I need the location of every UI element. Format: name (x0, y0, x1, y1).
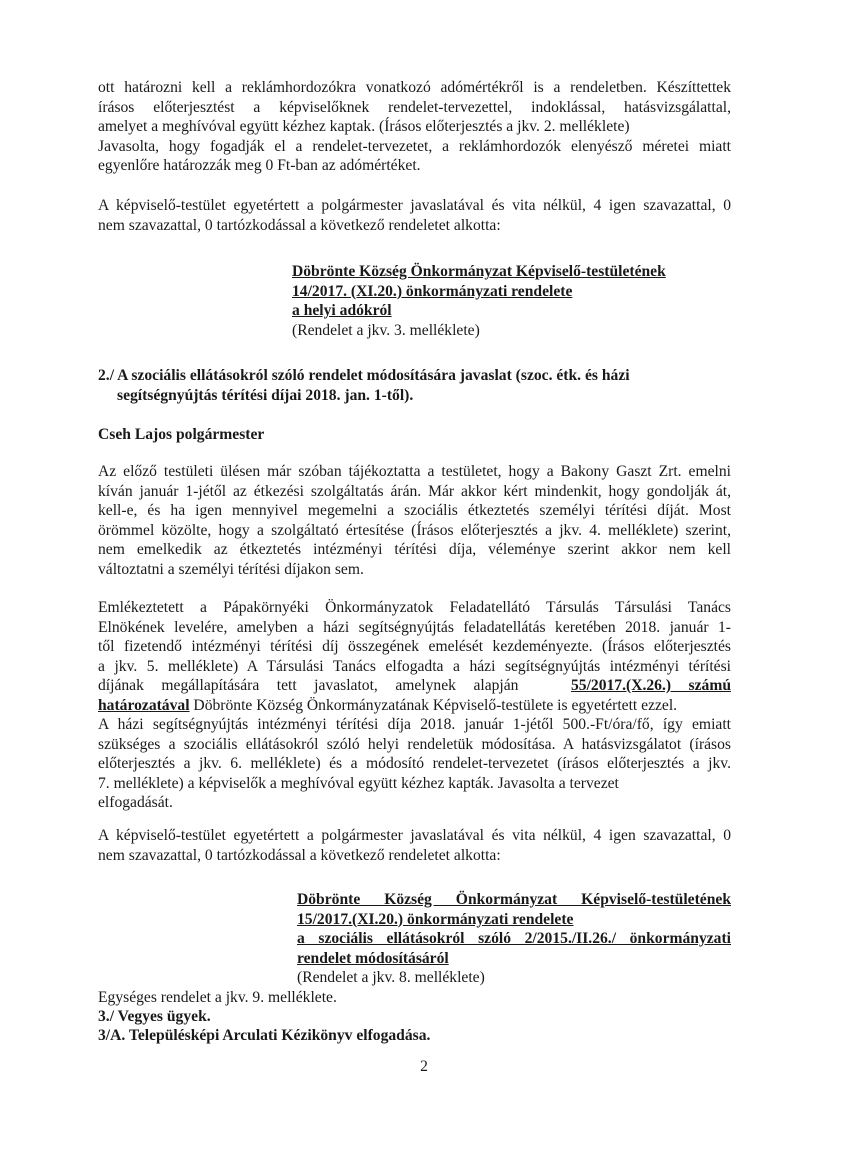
text-line: a jkv. 5. melléklete) A Társulási Tanács elfogadta a házi segítségnyújtás intézményi térítési (98, 657, 731, 675)
text-fragment: Döbrönte Község Önkormányzatának Képviselő-testülete is egyetértett ezzel. (189, 696, 678, 714)
text-line (98, 696, 731, 716)
text-fragment: díjának megállapítására tett javaslatot, amelynek alapján (98, 677, 519, 694)
paragraph-home-care (98, 598, 731, 813)
text-line (98, 676, 731, 696)
text-line: A képviselő-testület egyetértett a polgármester javaslatával és vita nélkül, 4 igen szavazattal, 0 (98, 197, 731, 214)
vote-paragraph-1 (98, 196, 731, 235)
decree-issuer: Döbrönte Község Önkormányzat Képviselő-testületének (292, 263, 666, 280)
text-line: egyenlőre határozzák meg 0 Ft-ban az adómértéket. (98, 157, 421, 174)
paragraph-meal-service (98, 462, 731, 579)
decree-title-2 (297, 890, 731, 988)
text-line: A képviselő-testület egyetértett a polgármester javaslatával és vita nélkül, 4 igen szavazattal, 0 (98, 827, 731, 844)
speaker-label: Cseh Lajos polgármester (98, 426, 265, 443)
text-line: Emlékeztetett a Pápakörnyéki Önkormányzatok Feladatellátó Társulás Társulási Tanács (98, 599, 731, 616)
page-number: 2 (420, 1058, 428, 1075)
speaker-name (98, 425, 731, 445)
resolution-reference: 55/2017.(X.26.) számú (570, 677, 731, 694)
decree-subject: a szociális ellátásokról szóló 2/2015./II.26./ önkormányzati (297, 930, 731, 947)
decree-subject-cont: rendelet módosításáról (297, 949, 449, 967)
text-line: szükséges a szociális ellátásokról szóló helyi rendeletük módosítása. A hatásvizsgálatot (írásos (98, 735, 731, 753)
text-line: től fizetendő intézményi térítési díj összegének emelését kezdeményezte. (Írásos előterjesztés (98, 638, 731, 655)
section-2-heading (98, 366, 731, 405)
decree-number: 14/2017. (XI.20.) önkormányzati rendelete (292, 282, 573, 300)
text-line: előterjesztés a jkv. 6. melléklete) és a módosító rendelet-tervezetet (írásos előterjesztés a jkv. (98, 755, 731, 772)
section-heading-line: 3/A. Településképi Arculati Kézikönyv elfogadása. (98, 1027, 431, 1044)
vote-paragraph-2 (98, 826, 731, 865)
text-line: amelyet a meghívóval együtt kézhez kaptak. (Írásos előterjesztés a jkv. 2. melléklete) (98, 118, 630, 135)
section-heading-line: 2./ A szociális ellátásokról szóló rendelet módosítására javaslat (szoc. étk. és házi (98, 367, 630, 384)
text-line: nem emelkedik az étkeztetés intézményi térítési díja, véleménye szerint akkor nem kell (98, 541, 731, 558)
text-line: elfogadását. (98, 794, 173, 811)
decree-issuer: Döbrönte Község Önkormányzat Képviselő-testületének (297, 891, 731, 908)
decree-subject: a helyi adókról (292, 302, 392, 319)
text-line: változtatni a személyi térítési díjakon sem. (98, 560, 364, 578)
text-line: 7. melléklete) a képviselők a meghívóval együtt kézhez kapták. Javasolta a tervezet (98, 774, 619, 792)
text-line: nem szavazattal, 0 tartózkodással a következő rendeletet alkotta: (98, 216, 501, 234)
section-3a-heading (98, 1026, 731, 1046)
text-line: Az előző testületi ülésen már szóban tájékoztatta a testületet, hogy a Bakony Gaszt Zrt. emelni (98, 463, 731, 480)
text-line: írásos előterjesztést a képviselőknek rendelet-tervezettel, indoklással, hatásvizsgálattal, (98, 98, 731, 116)
text-line: örömmel közölte, hogy a szolgáltató értesítése (Írásos előterjesztés a jkv. 4. melléklete) szerint, (98, 521, 731, 539)
decree-title-1 (292, 262, 666, 340)
text-line: kell-e, és ha igen mennyivel megemelni a szociális étkeztetés személyi térítési díját. Most (98, 502, 731, 519)
decree-annex-note: (Rendelet a jkv. 8. melléklete) (297, 969, 485, 986)
resolution-reference: határozatával (98, 696, 190, 714)
text-line: Elnökének levelére, amelyben a házi segítségnyújtás feladatellátás keretében 2018. január 1- (98, 618, 731, 636)
decree-number: 15/2017.(XI.20.) önkormányzati rendelete (297, 910, 574, 928)
text-line: A házi segítségnyújtás intézményi térítési díja 2018. január 1-jétől 500.-Ft/óra/fő, így emiatt (98, 716, 731, 733)
decree-annex-note: (Rendelet a jkv. 3. melléklete) (292, 321, 480, 339)
text-line: ott határozni kell a reklámhordozókra vonatkozó adómértékről is a rendeletben. Készíttettek (98, 79, 731, 96)
paragraph-advertising-tax (98, 78, 731, 176)
text-line: Javasolta, hogy fogadják el a rendelet-tervezetet, a reklámhordozók elenyésző méretei miatt (98, 137, 731, 155)
section-heading-line: segítségnyújtás térítési díjai 2018. jan. 1-től). (117, 386, 414, 404)
text-line: kíván január 1-jétől az étkezési szolgáltatás árán. Már akkor kért mindenkit, hogy gondolják át, (98, 482, 731, 500)
unified-decree-note (98, 988, 731, 1008)
section-heading-line: 3./ Vegyes ügyek. (98, 1008, 211, 1025)
text-line: nem szavazattal, 0 tartózkodással a következő rendeletet alkotta: (98, 846, 501, 864)
unified-decree-text: Egységes rendelet a jkv. 9. melléklete. (98, 989, 337, 1006)
section-3-heading (98, 1007, 731, 1027)
